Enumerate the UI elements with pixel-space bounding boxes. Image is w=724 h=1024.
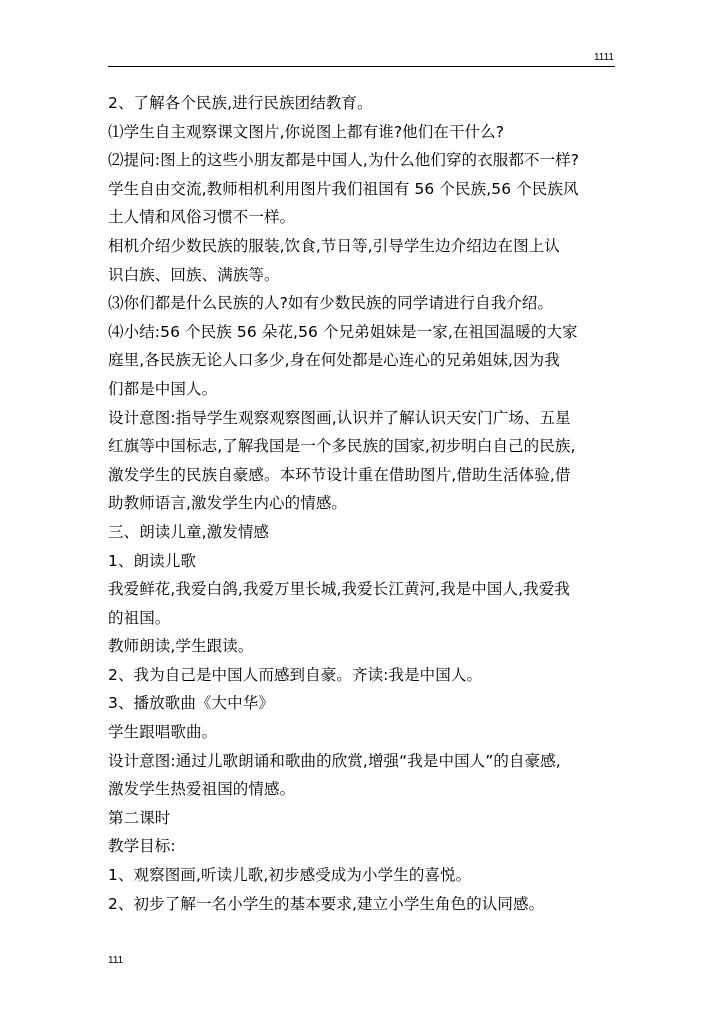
- text-line: ⑴学生自主观察课文图片,你说图上都有谁?他们在干什么?: [108, 122, 505, 141]
- text-line: 教师朗读,学生跟读。: [108, 637, 254, 656]
- text-line: 设计意图:指导学生观察观察图画,认识并了解认识天安门广场、五星: [108, 408, 571, 427]
- text-line: 激发学生热爱祖国的情感。: [108, 780, 296, 799]
- header-divider: [108, 66, 615, 67]
- text-line: 庭里,各民族无论人口多少,身在何处都是心连心的兄弟姐妹,因为我: [108, 351, 560, 370]
- text-line: 教学目标:: [108, 837, 176, 856]
- text-line: 相机介绍少数民族的服装,饮食,节日等,引导学生边介绍边在图上认: [108, 236, 560, 255]
- text-line: 识白族、回族、满族等。: [108, 265, 280, 284]
- text-line: ⑶你们都是什么民族的人?如有少数民族的同学请进行自我介绍。: [108, 294, 554, 313]
- document-body: [108, 89, 628, 918]
- text-line: 土人情和风俗习惯不一样。: [108, 208, 296, 227]
- text-line: ⑷小结:56 个民族 56 朵花,56 个兄弟姐妹是一家,在祖国温暖的大家: [108, 322, 578, 341]
- text-line: 我爱鲜花,我爱白鸽,我爱万里长城,我爱长江黄河,我是中国人,我爱我: [108, 580, 570, 599]
- text-line: 学生自由交流,教师相机利用图片我们祖国有 56 个民族,56 个民族风: [108, 179, 579, 198]
- text-line: 2、了解各个民族,进行民族团结教育。: [108, 94, 373, 112]
- text-line: 1、朗读儿歌: [108, 551, 196, 570]
- footer-page-number: 111: [108, 955, 124, 966]
- text-line: 3、播放歌曲《大中华》: [108, 694, 274, 713]
- section-heading: 三、朗读儿童,激发情感: [108, 522, 270, 541]
- text-line: 的祖国。: [108, 608, 171, 627]
- text-line: 1、观察图画,听读儿歌,初步感受成为小学生的喜悦。: [108, 866, 472, 885]
- text-line: 们都是中国人。: [108, 379, 218, 398]
- text-line: 助教师语言,激发学生内心的情感。: [108, 494, 348, 513]
- section-heading: 第二课时: [108, 808, 171, 827]
- text-line: 红旗等中国标志,了解我国是一个多民族的国家,初步明白自己的民族,: [108, 437, 576, 456]
- text-line: 2、我为自己是中国人而感到自豪。齐读:我是中国人。: [108, 665, 483, 684]
- text-line: 学生跟唱歌曲。: [108, 723, 218, 742]
- text-line: 设计意图:通过儿歌朗诵和歌曲的欣赏,增强“我是中国人”的自豪感,: [108, 751, 561, 770]
- text-line: 2、初步了解一名小学生的基本要求,建立小学生角色的认同感。: [108, 894, 545, 913]
- text-line: ⑵提问:图上的这些小朋友都是中国人,为什么他们穿的衣服都不一样?: [108, 151, 580, 170]
- text-line: 激发学生的民族自豪感。本环节设计重在借助图片,借助生活体验,借: [108, 465, 571, 484]
- header-page-number: 1111: [593, 52, 614, 63]
